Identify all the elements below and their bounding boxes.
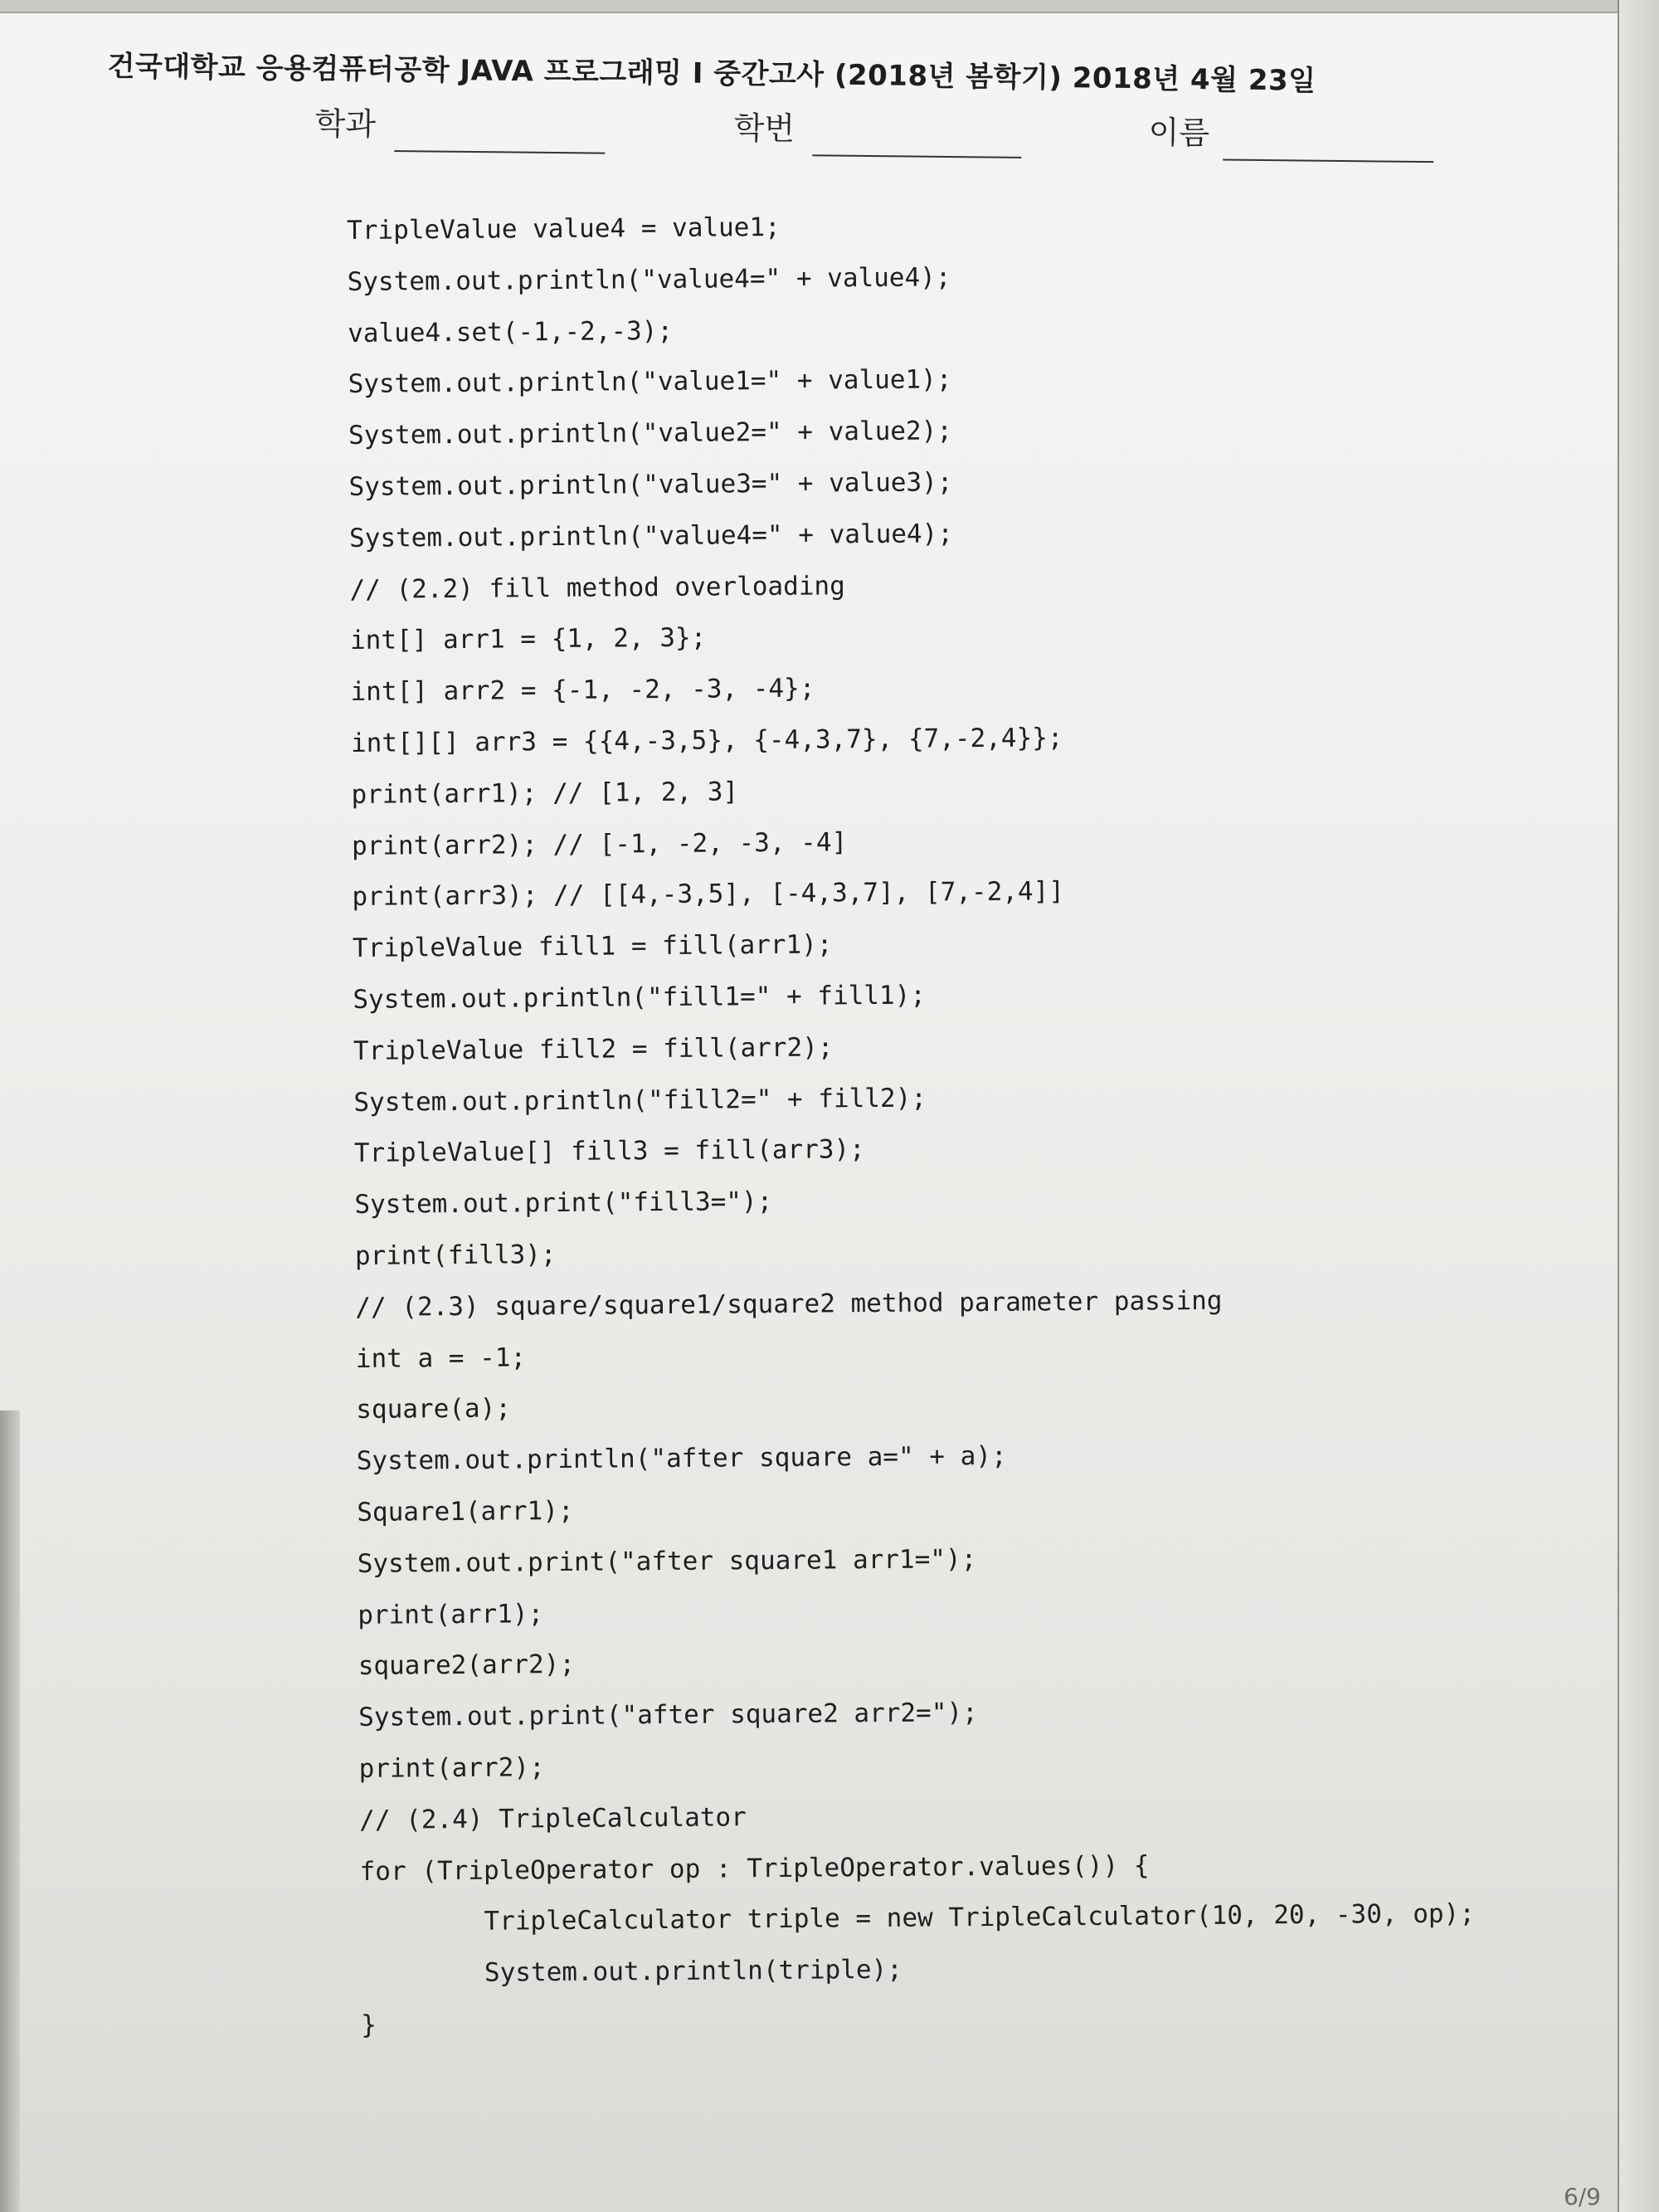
code-line: int[] arr1 = {1, 2, 3};	[349, 622, 707, 656]
code-comment: // (2.3) square/square1/square2 method parameter passing	[355, 1285, 1223, 1323]
code-line: int[][] arr3 = {{4,-3,5}, {-4,3,7}, {7,-2,4}};	[350, 723, 1063, 758]
code-line: TripleValue fill2 = fill(arr2);	[353, 1032, 834, 1066]
code-line: System.out.println("fill1=" + fill1);	[353, 980, 927, 1015]
code-line: TripleValue value4 = value1;	[347, 212, 781, 246]
code-line: int[] arr2 = {-1, -2, -3, -4};	[350, 673, 815, 708]
exam-header-title: 건국대학교 응용컴퓨터공학 JAVA 프로그래밍 I 중간고사 (2018년 봄학기) 2018년 4월 23일	[107, 49, 1316, 98]
code-comment: // (2.2) fill method overloading	[349, 570, 845, 605]
paper-left-shadow	[0, 1411, 20, 2212]
code-line: System.out.println("value4=" + value4);	[348, 519, 954, 553]
student-id-blank	[812, 154, 1021, 158]
code-line: square2(arr2);	[358, 1649, 576, 1682]
code-line: }	[361, 2010, 377, 2040]
student-id-field	[733, 102, 1033, 163]
department-blank	[394, 150, 605, 154]
name-label: 이름	[1148, 114, 1210, 152]
student-info-fields	[314, 98, 1443, 176]
code-line: System.out.println("fill2=" + fill2);	[353, 1083, 927, 1118]
code-line: square(a);	[356, 1393, 512, 1425]
code-line: print(arr2);	[358, 1752, 545, 1784]
code-line: print(arr2); // [-1, -2, -3, -4]	[351, 826, 848, 861]
code-line: TripleValue[] fill3 = fill(arr3);	[353, 1134, 865, 1169]
code-line: print(arr1); // [1, 2, 3]	[351, 777, 739, 810]
page-number: 6/9	[1563, 2183, 1601, 2210]
department-field	[314, 98, 614, 159]
code-line: value4.set(-1,-2,-3);	[347, 315, 674, 348]
name-blank	[1223, 158, 1433, 163]
paper-top-edge	[0, 0, 1659, 13]
department-label: 학과	[314, 105, 377, 143]
paper-right-edge	[1618, 0, 1659, 2212]
code-line: Square1(arr1);	[357, 1495, 574, 1527]
code-line: System.out.println("value3=" + value3);	[348, 467, 953, 502]
code-line: TripleCalculator triple = new TripleCalculator(10, 20, -30, op);	[360, 1898, 1476, 1938]
code-line: print(arr3); // [[4,-3,5], [-4,3,7], [7,-2,4]]	[352, 876, 1065, 913]
code-line: System.out.print("after square2 arr2=");	[358, 1698, 978, 1733]
code-line: System.out.println("value2=" + value2);	[348, 416, 953, 451]
name-field	[1148, 107, 1447, 168]
code-line: System.out.println("after square a=" + a);	[356, 1440, 1007, 1477]
code-line: for (TripleOperator op : TripleOperator.values()) {	[359, 1849, 1150, 1887]
code-line: System.out.println("value4=" + value4);	[347, 262, 951, 297]
code-line: System.out.println("value1=" + value1);	[348, 364, 952, 400]
code-line: System.out.print("fill3=");	[354, 1186, 773, 1220]
code-line: print(fill3);	[354, 1239, 557, 1271]
code-line: System.out.println(triple);	[360, 1954, 903, 1990]
student-id-label: 학번	[733, 110, 795, 148]
code-line: TripleValue fill1 = fill(arr1);	[352, 929, 833, 964]
java-code-block	[347, 205, 1522, 2060]
code-comment: // (2.4) TripleCalculator	[359, 1801, 747, 1835]
code-line: System.out.print("after square1 arr1=");	[357, 1543, 977, 1579]
code-line: print(arr1);	[358, 1598, 544, 1630]
code-line: int a = -1;	[355, 1342, 527, 1374]
